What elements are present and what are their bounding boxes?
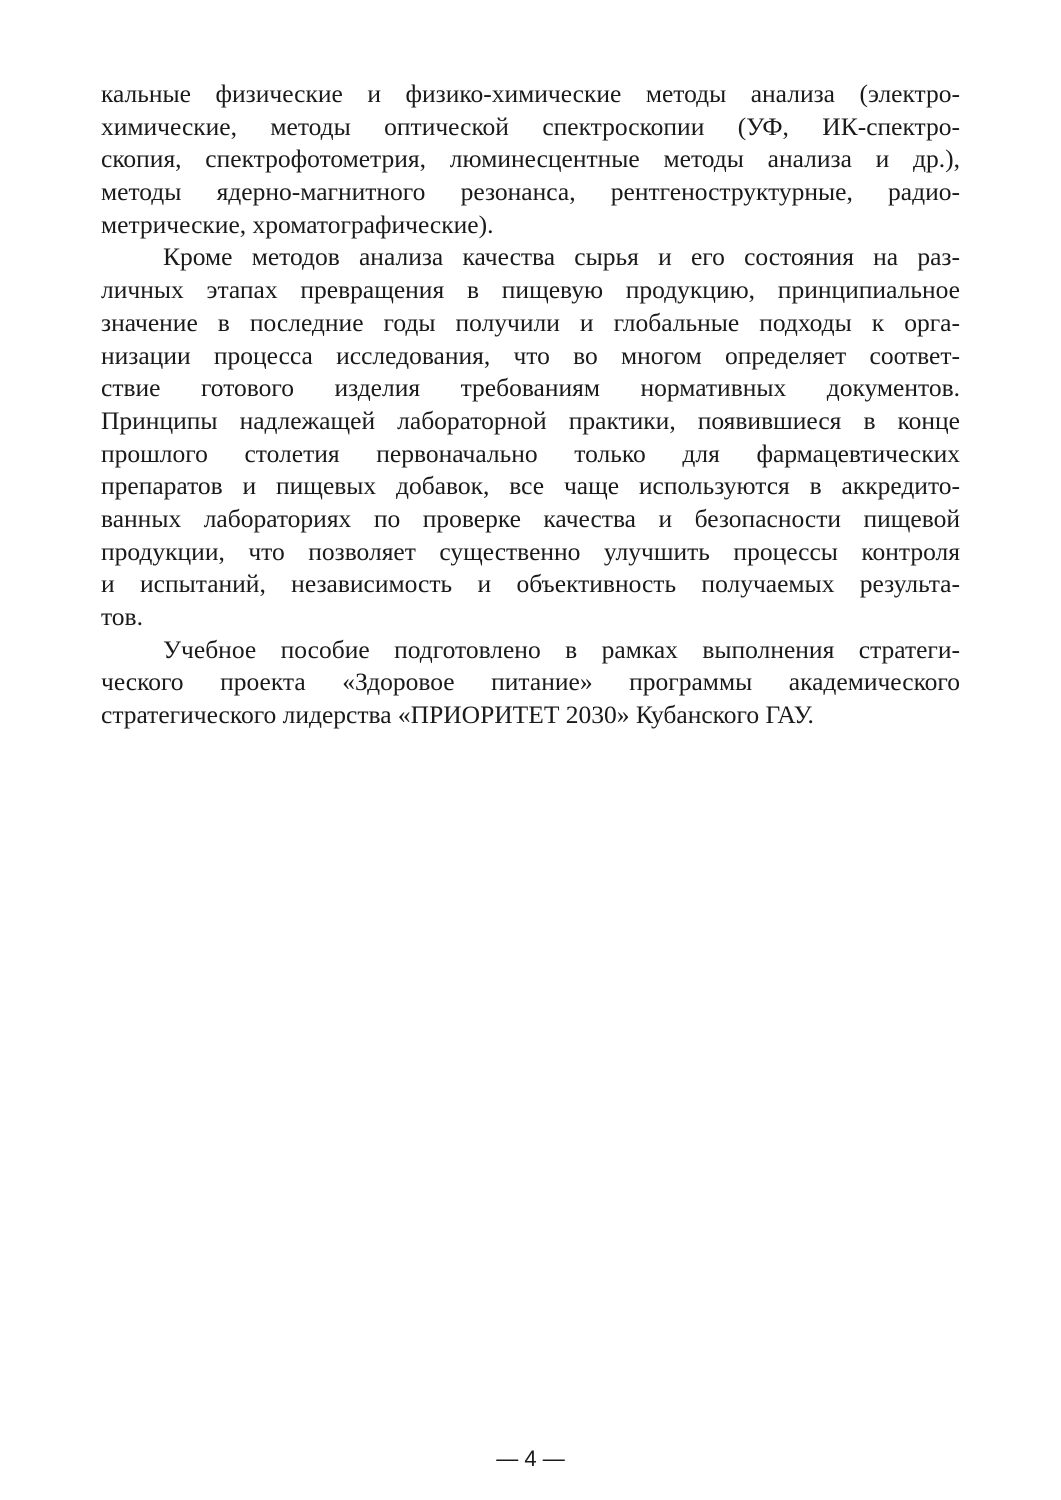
paragraph-2-line-10: продукции, что позволяет существенно улучшить процессы контроля xyxy=(101,536,960,566)
paragraph-1-line-2: химические, методы оптической спектроскопии (УФ, ИК-спектро- xyxy=(101,111,960,141)
page-number: — 4 — xyxy=(496,1446,565,1471)
paragraph-3-line-2: ческого проекта «Здоровое питание» программы академического xyxy=(101,667,960,697)
paragraph-2-line-5: ствие готового изделия требованиям нормативных документов. xyxy=(101,373,960,403)
paragraph-2-line-9: ванных лабораториях по проверке качества и безопасности пищевой xyxy=(101,503,960,533)
paragraph-2-line-1: Кроме методов анализа качества сырья и его состояния на раз- xyxy=(163,242,960,272)
paragraph-2-line-12: тов. xyxy=(101,602,143,631)
paragraph-2-line-2: личных этапах превращения в пищевую продукцию, принципиальное xyxy=(101,275,960,305)
paragraph-3-line-1: Учебное пособие подготовлено в рамках выполнения стратеги- xyxy=(163,634,960,664)
paragraph-2-line-8: препаратов и пищевых добавок, все чаще используются в аккредито- xyxy=(101,471,960,501)
paragraph-2-line-3: значение в последние годы получили и глобальные подходы к орга- xyxy=(101,307,960,337)
paragraph-1-line-4: методы ядерно-магнитного резонанса, рентгеноструктурные, радио- xyxy=(101,177,960,207)
paragraph-1-line-5: метрические, хроматографические). xyxy=(101,209,494,239)
paragraph-2-line-7: прошлого столетия первоначально только для фармацевтических xyxy=(101,438,960,468)
paragraph-3-line-3: стратегического лидерства «ПРИОРИТЕТ 2030» Кубанского ГАУ. xyxy=(101,700,814,730)
paragraph-2-line-11: и испытаний, независимость и объективность получаемых результа- xyxy=(101,569,960,599)
paragraph-1-line-3: скопия, спектрофотометрия, люминесцентные методы анализа и др.), xyxy=(101,144,960,174)
paragraph-1-line-1: кальные физические и физико-химические методы анализа (электро- xyxy=(101,79,960,108)
paragraph-2-line-6: Принципы надлежащей лабораторной практики, появившиеся в конце xyxy=(101,405,960,435)
paragraph-2-line-4: низации процесса исследования, что во многом определяет соответ- xyxy=(101,340,960,370)
body-text xyxy=(101,78,960,732)
